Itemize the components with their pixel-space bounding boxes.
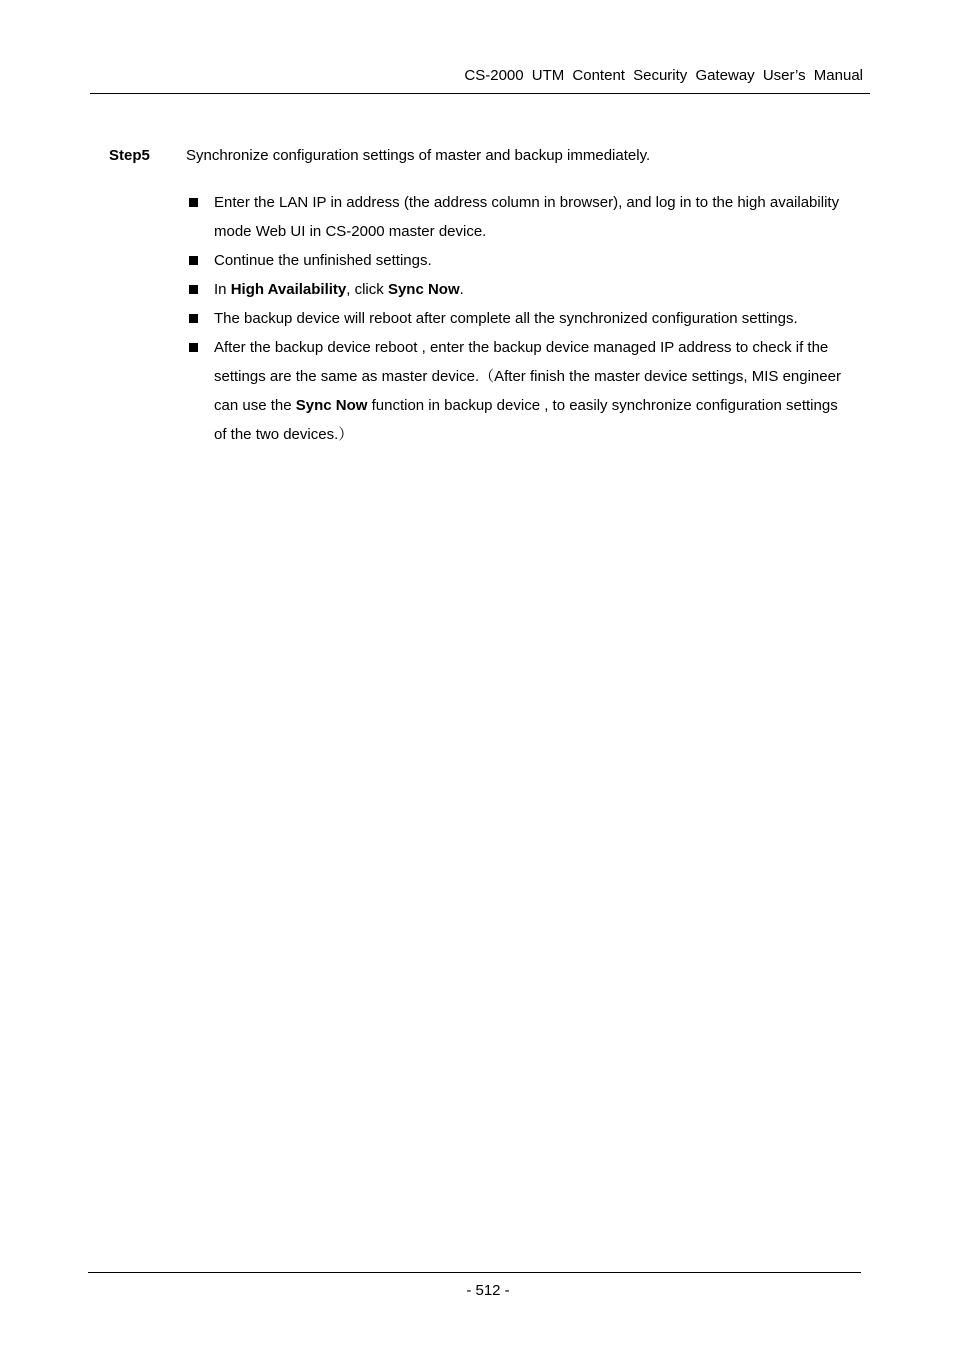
square-bullet-icon [189,198,198,207]
text-segment: function in backup device , to easily synchronize configuration settings of the two devices.） [214,397,838,443]
text-segment: After the backup device reboot , enter the backup device managed IP address to check if the settings are the same as master device.（After finish the master device settings, MIS engineer can use the [214,339,841,414]
bullet-text [214,339,841,443]
text-segment: . [459,281,464,298]
bold-term-sync-now: Sync Now [295,397,368,414]
square-bullet-icon [189,314,198,323]
text-segment: , click [346,281,388,298]
bullet-text: Enter the LAN IP in address (the address column in browser), and log in to the high availability mode Web UI in CS-2000 master device. [214,194,840,240]
header-divider [90,93,870,94]
step-text: Synchronize configuration settings of master and backup immediately. [186,147,651,164]
list-item [186,304,851,333]
header-title: CS-2000 UTM Content Security Gateway User’s Manual [464,67,863,84]
footer-divider [88,1272,861,1273]
square-bullet-icon [189,256,198,265]
list-item [186,188,851,246]
square-bullet-icon [189,285,198,294]
bullet-text: Continue the unfinished settings. [214,252,432,269]
list-item [186,333,851,449]
step-label: Step5 [109,147,150,164]
text-segment: In [214,281,231,298]
list-item [186,275,851,304]
bullet-text: The backup device will reboot after complete all the synchronized configuration settings. [214,310,798,327]
bold-term-high-availability: High Availability [230,281,347,298]
square-bullet-icon [189,343,198,352]
bullet-text [214,281,464,298]
page-number: - 512 - [466,1282,510,1299]
bullet-list [186,188,851,449]
list-item [186,246,851,275]
bold-term-sync-now: Sync Now [387,281,460,298]
